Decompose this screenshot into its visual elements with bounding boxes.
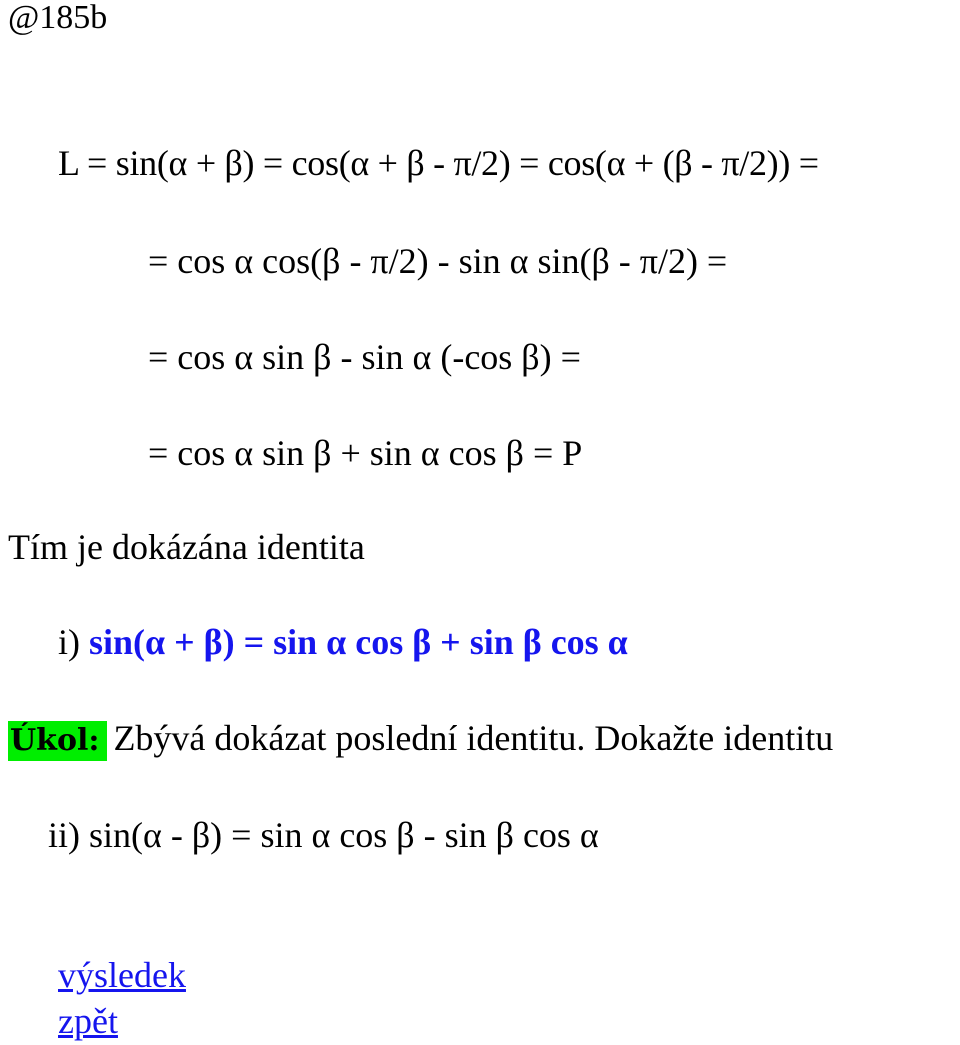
proof-line-3: = cos α sin β - sin α (-cos β) = [148,337,581,377]
result-link[interactable]: výsledek [58,955,186,995]
back-link[interactable]: zpět [58,1001,118,1041]
conclusion-text: Tím je dokázána identita [8,527,365,567]
task-row [8,718,833,761]
identity-i [58,622,628,662]
proof-line-2: = cos α cos(β - π/2) - sin α sin(β - π/2) = [148,241,728,281]
proof-line-4: = cos α sin β + sin α cos β = P [148,433,583,473]
identity-i-formula: sin(α + β) = sin α cos β + sin β cos α [89,622,628,662]
identity-i-prefix: i) [58,622,89,662]
task-label: Úkol: [8,721,107,761]
proof-line-1: L = sin(α + β) = cos(α + β - π/2) = cos(α + (β - π/2)) = [58,143,819,183]
anchor-id: @185b [8,0,108,36]
identity-ii: ii) sin(α - β) = sin α cos β - sin β cos α [48,815,599,855]
task-text: Zbývá dokázat poslední identitu. Dokažte identitu [113,718,834,758]
